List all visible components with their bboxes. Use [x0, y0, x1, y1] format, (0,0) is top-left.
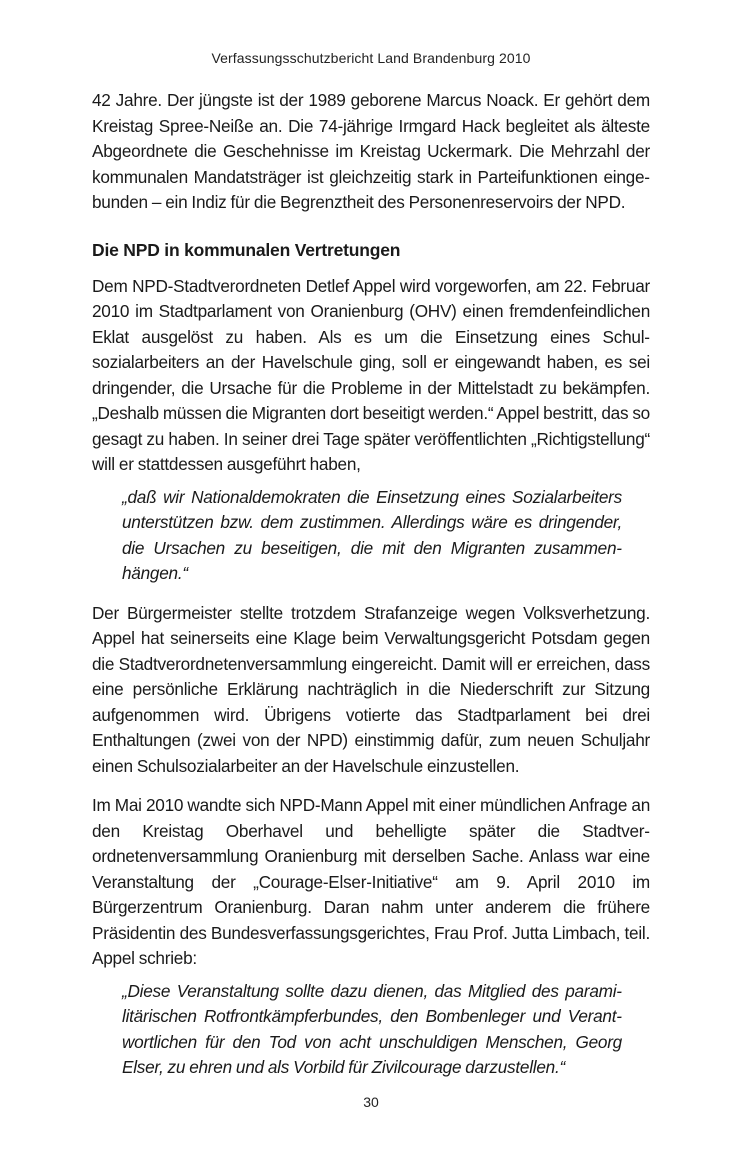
paragraph-appel-accusation: Dem NPD-Stadtverordneten Detlef Appel wird vorgeworfen, am 22. Februar 2010 im Stadtparlament von Oranienburg (OHV) einen fremdenfeindlichen Eklat ausgelöst zu haben. Als es um die Einsetzung eines Schulsozialarbeiters an der Havelschule ging, soll er eingewandt haben, es sei dringender, die Ursache für die Probleme in der Mittelstadt zu bekämpfen. „Deshalb müssen die Migranten dort beseitigt werden.“ Appel bestritt, das so gesagt zu haben. In seiner drei Tage später veröffentlichten „Richtigstellung“ will er stattdessen ausgeführt haben, [92, 275, 650, 474]
paragraph-strafanzeige: Der Bürgermeister stellte trotzdem Strafanzeige wegen Volksverhetzung. Appel hat seinerseits eine Klage beim Verwaltungsgericht Potsdam gegen die Stadtverordnetenversammlung eingereicht. Damit will er erreichen, dass eine persönliche Erklärung nachträglich in die Niederschrift zur Sitzung aufgenommen wird. Übrigens votierte das Stadtparlament bei drei Enthaltungen (zwei von der NPD) einstimmig dafür, zum neuen Schuljahr einen Schulsozialarbeiter an der Havelschule einzustellen. [92, 602, 650, 776]
section-heading: Die NPD in kommunalen Vertretungen [92, 239, 401, 260]
page-number: 30 [363, 1094, 379, 1110]
running-header: Verfassungsschutzbericht Land Brandenburg 2010 [211, 50, 531, 66]
paragraph-anfrage: Im Mai 2010 wandte sich NPD-Mann Appel mit einer mündlichen Anfrage an den Kreistag Oberhavel und behelligte später die Stadtverordnetenversammlung Oranienburg mit derselben Sache. Anlass war eine Veranstaltung der „Courage-Elser-Initiative“ am 9. April 2010 im Bürgerzentrum Oranienburg. Daran nahm unter anderem die frühere Präsidentin des Bundesverfassungsgerichtes, Frau Prof. Jutta Limbach, teil. Appel schrieb: [92, 795, 650, 968]
quote-appel-letter: „Diese Veranstaltung sollte dazu dienen, das Mitglied des paramilitärischen Rotfrontkämpferbundes, den Bombenleger und Verantwortlichen für den Tod von acht unschuldigen Menschen, Georg Elser, zu ehren und als Vorbild für Zivilcourage darzustellen.“ [122, 980, 622, 1077]
paragraph-continuation: 42 Jahre. Der jüngste ist der 1989 geborene Marcus Noack. Er gehört dem Kreistag Spree-Neiße an. Die 74-jährige Irmgard Hack begleitet als älteste Abgeordnete die Geschehnisse im Kreistag Uckermark. Die Mehrzahl der kommunalen Mandatsträger ist gleichzeitig stark in Parteifunktionen eingebunden – ein Indiz für die Begrenztheit des Personenreservoirs der NPD. [92, 90, 650, 212]
page-content [92, 88, 650, 1095]
quote-richtigstellung: „daß wir Nationaldemokraten die Einsetzung eines Sozialarbeiters unterstützen bzw. dem zustimmen. Allerdings wäre es dringender, die Ursachen zu beseitigen, die mit den Migranten zusammenhängen.“ [122, 486, 622, 583]
